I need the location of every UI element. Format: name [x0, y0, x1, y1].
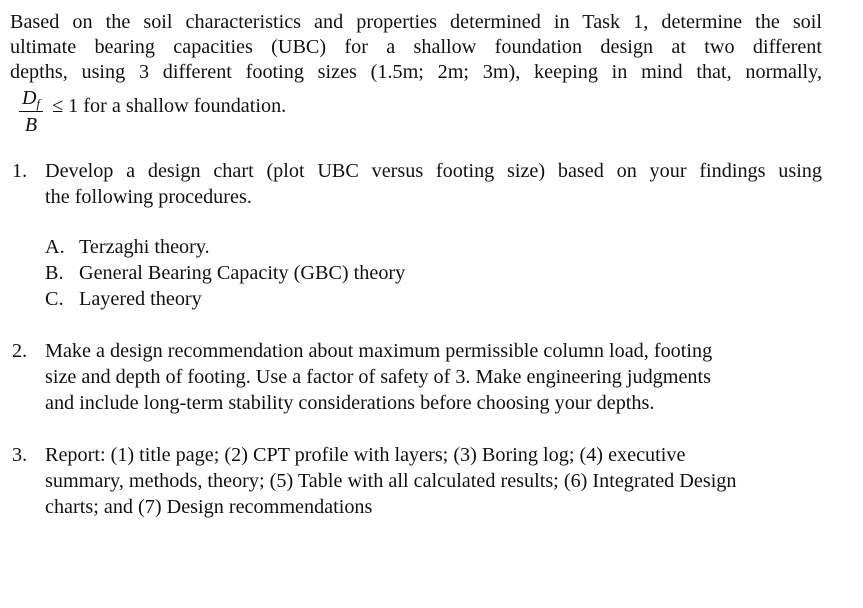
procedure-sublist — [10, 234, 822, 312]
fraction-numerator: $D_f$ — [21, 87, 41, 111]
fraction-bar — [19, 111, 43, 112]
list-item-line: summary, methods, theory; (5) Table with all calculated results; (6) Integrated Design — [45, 470, 737, 492]
list-item-line: size and depth of footing. Use a factor of safety of 3. Make engineering judgments — [45, 366, 711, 388]
intro-line: ultimate bearing capacities (UBC) for a shallow foundation design at two different — [10, 36, 822, 58]
fraction-suffix-text: ≤ 1 for a shallow foundation. — [52, 95, 287, 117]
sublist-text: Layered theory — [79, 288, 202, 310]
sublist-text: Terzaghi theory. — [79, 236, 210, 258]
list-item-3 — [10, 442, 822, 520]
list-number: 1. — [12, 160, 28, 182]
fraction-denominator: B — [24, 114, 38, 137]
list-item-line: Develop a design chart (plot UBC versus footing size) based on your findings using — [45, 160, 822, 182]
sublist-label: B. — [45, 262, 64, 284]
fraction-condition — [10, 85, 822, 145]
sublist-label: A. — [45, 236, 65, 258]
list-item-2 — [10, 338, 822, 416]
intro-line: Based on the soil characteristics and properties determined in Task 1, determine the soil — [10, 11, 822, 33]
list-item-line: the following procedures. — [45, 186, 252, 208]
list-item-line: Report: (1) title page; (2) CPT profile with layers; (3) Boring log; (4) executive — [45, 444, 686, 466]
intro-line: depths, using 3 different footing sizes (1.5m; 2m; 3m), keeping in mind that, normally, — [10, 61, 822, 83]
sublist-item-b — [10, 260, 822, 286]
list-item-1 — [10, 158, 822, 210]
list-item-line: and include long-term stability considerations before choosing your depths. — [45, 392, 655, 414]
list-number: 2. — [12, 340, 28, 362]
fraction-df-over-b — [17, 85, 45, 136]
fraction-subscript: f — [36, 96, 41, 111]
list-number: 3. — [12, 444, 28, 466]
sublist-label: C. — [45, 288, 64, 310]
sublist-item-c — [10, 286, 822, 312]
sublist-text: General Bearing Capacity (GBC) theory — [79, 262, 406, 284]
sublist-item-a — [10, 234, 822, 260]
document-page — [10, 10, 822, 520]
list-item-line: Make a design recommendation about maximum permissible column load, footing — [45, 340, 713, 362]
intro-paragraph — [10, 10, 822, 85]
list-item-line: charts; and (7) Design recommendations — [45, 496, 373, 518]
